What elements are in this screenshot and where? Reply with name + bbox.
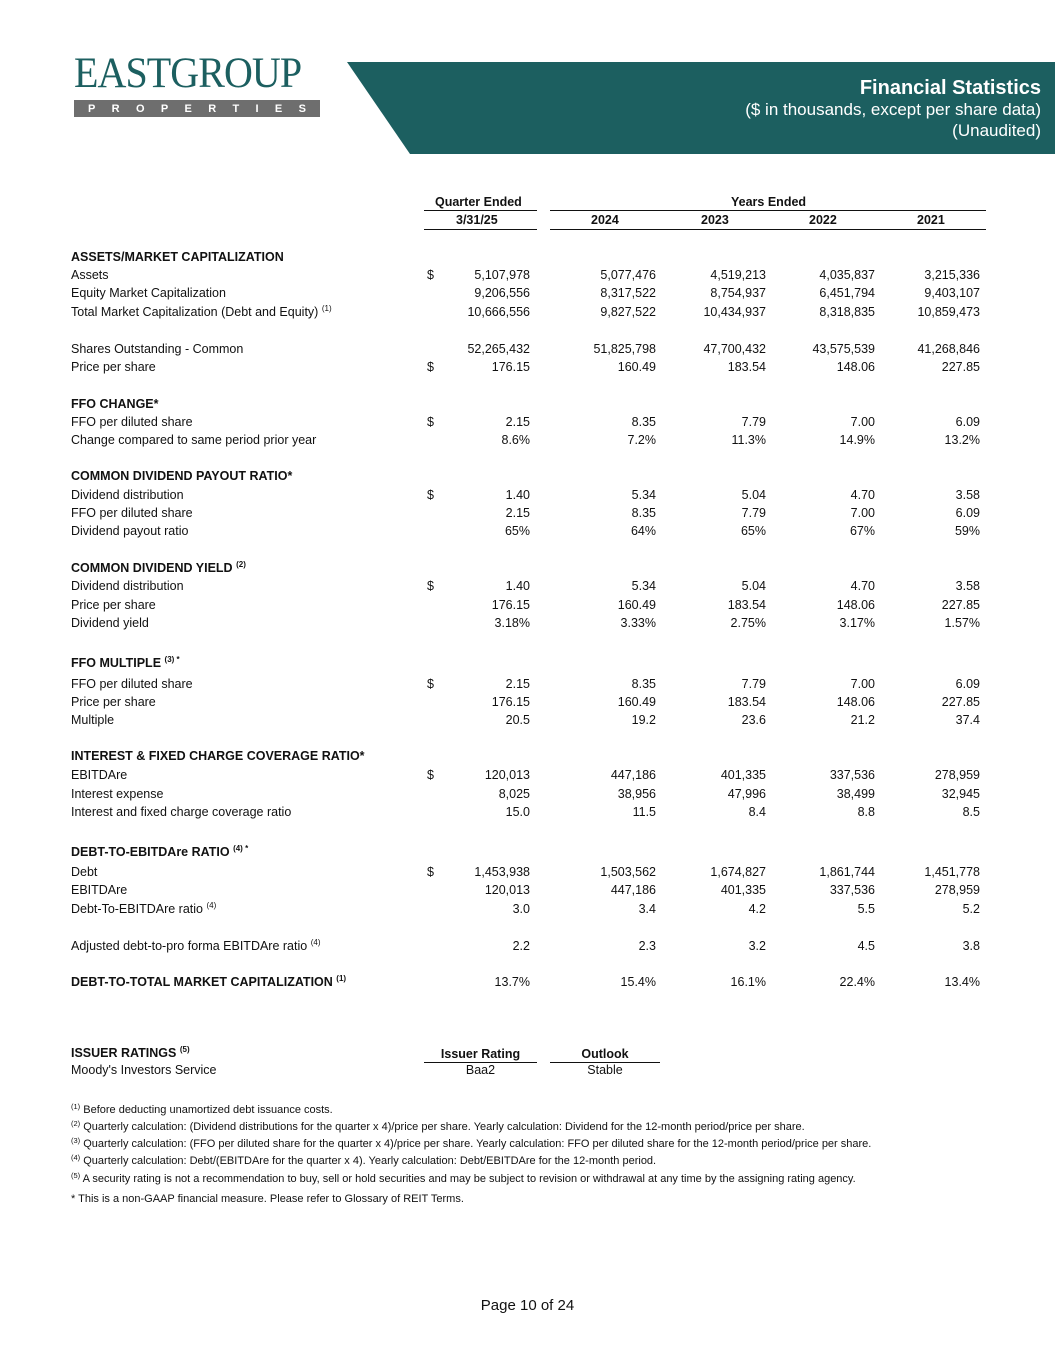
section-title: COMMON DIVIDEND PAYOUT RATIO* — [71, 469, 293, 483]
cell-value: 148.06 — [836, 598, 875, 612]
logo-letter: E — [274, 102, 283, 115]
cell-value: 1,453,938 — [474, 865, 530, 879]
cell-value: 1.40 — [505, 579, 530, 593]
cell-value: 52,265,432 — [467, 342, 530, 356]
cell-value: 8.8 — [857, 805, 875, 819]
cell-value: 1,861,744 — [819, 865, 875, 879]
cell-value: 7.00 — [850, 415, 875, 429]
cell-value: 41,268,846 — [917, 342, 980, 356]
footnote-marker: (4) * — [233, 844, 249, 853]
cell-value: 16.1% — [730, 975, 766, 989]
cell-value: 19.2 — [631, 713, 656, 727]
cell-value: 10,666,556 — [467, 305, 530, 319]
ratings-col-issuer-rating: Issuer Rating — [440, 1047, 521, 1061]
row-label — [71, 415, 193, 429]
row-label — [71, 713, 114, 727]
cell-value: 160.49 — [617, 695, 656, 709]
cell-value: 67% — [849, 524, 875, 538]
cell-value: 5.04 — [741, 579, 766, 593]
ratings-title-text: ISSUER RATINGS — [71, 1046, 177, 1060]
row-label-text: Price per share — [71, 360, 156, 374]
cell-value: 9,206,556 — [474, 286, 530, 300]
cell-value: 227.85 — [941, 598, 980, 612]
footnote-marker: (3) — [71, 1136, 81, 1145]
cell-value: 278,959 — [934, 768, 980, 782]
cell-value: 5.34 — [631, 579, 656, 593]
cell-value: 1,674,827 — [710, 865, 766, 879]
cell-value: 13.2% — [944, 433, 980, 447]
cell-value: 2.15 — [505, 677, 530, 691]
section-title: INTEREST & FIXED CHARGE COVERAGE RATIO* — [71, 749, 365, 763]
section-title-text: DEBT-TO-EBITDAre RATIO — [71, 845, 230, 859]
cell-value: 401,335 — [720, 883, 766, 897]
cell-value: 51,825,798 — [593, 342, 656, 356]
footnote-marker: (1) — [71, 1102, 81, 1111]
row-label — [71, 268, 109, 282]
row-label — [71, 695, 156, 709]
row-label — [71, 286, 226, 300]
logo-letter: R — [208, 102, 217, 115]
cell-value: 2.3 — [638, 939, 656, 953]
col-header-q1-2025: 3/31/25 — [456, 213, 498, 227]
footnote-marker: (2) — [71, 1119, 81, 1128]
cell-value: 22.4% — [839, 975, 875, 989]
logo-letter: P — [88, 102, 96, 115]
ratings-value: Baa2 — [465, 1063, 496, 1077]
section-title — [71, 656, 180, 670]
cell-value: 4,035,837 — [819, 268, 875, 282]
footnote — [71, 1121, 805, 1133]
cell-value: 148.06 — [836, 695, 875, 709]
cell-value: 11.5 — [632, 805, 656, 819]
ratings-outlook: Stable — [587, 1063, 623, 1077]
cell-value: 447,186 — [610, 883, 656, 897]
cell-value: 6,451,794 — [819, 286, 875, 300]
header-underline — [424, 229, 537, 230]
row-label — [71, 598, 156, 612]
row-label — [71, 902, 216, 916]
cell-value: 8,317,522 — [600, 286, 656, 300]
title-banner — [0, 62, 1055, 154]
row-label-text: Assets — [71, 268, 109, 282]
footnote-marker: (4) — [310, 938, 321, 947]
cell-value: 176.15 — [491, 598, 530, 612]
cell-value: 65% — [504, 524, 530, 538]
row-label-text: Interest expense — [71, 787, 164, 801]
cell-value: 47,996 — [727, 787, 766, 801]
cell-value: 4.5 — [857, 939, 875, 953]
cell-value: 38,956 — [617, 787, 656, 801]
cell-value: 4.2 — [748, 902, 766, 916]
cell-value: 21.2 — [850, 713, 875, 727]
row-label-text: DEBT-TO-TOTAL MARKET CAPITALIZATION — [71, 975, 333, 989]
row-label-text: Equity Market Capitalization — [71, 286, 226, 300]
currency-symbol: $ — [427, 677, 434, 691]
cell-value: 1.40 — [505, 488, 530, 502]
cell-value: 7.00 — [850, 506, 875, 520]
cell-value: 43,575,539 — [812, 342, 875, 356]
cell-value: 15.0 — [505, 805, 530, 819]
cell-value: 401,335 — [720, 768, 766, 782]
cell-value: 183.54 — [727, 598, 766, 612]
footnote-text: A security rating is not a recommendation to buy, sell or hold securities and may be subject to revision or withdrawal at any time by the assigning rating agency. — [82, 1173, 856, 1185]
row-label-text: Adjusted debt-to-pro forma EBITDAre ratio — [71, 939, 308, 953]
footnote — [71, 1173, 856, 1185]
cell-value: 120,013 — [484, 883, 530, 897]
cell-value: 59% — [954, 524, 980, 538]
cell-value: 8.5 — [962, 805, 980, 819]
cell-value: 4,519,213 — [710, 268, 766, 282]
footnote-text: Quarterly calculation: (FFO per diluted share for the quarter x 4)/price per share. Yearly calculation: FFO per diluted share for the 12-month period/price per share. — [83, 1138, 872, 1150]
cell-value: 176.15 — [491, 360, 530, 374]
cell-value: 3.18% — [494, 616, 530, 630]
row-label-text: Price per share — [71, 598, 156, 612]
logo-letter: S — [298, 102, 306, 115]
row-label — [71, 360, 156, 374]
row-label — [71, 579, 184, 593]
header-underline — [550, 210, 986, 211]
row-label — [71, 506, 193, 520]
logo-letter: T — [232, 102, 240, 115]
row-label — [71, 939, 320, 953]
cell-value: 337,536 — [829, 883, 875, 897]
ratings-title — [71, 1046, 190, 1060]
cell-value: 6.09 — [955, 677, 980, 691]
row-label-text: FFO per diluted share — [71, 415, 193, 429]
cell-value: 8.6% — [501, 433, 530, 447]
cell-value: 7.79 — [741, 506, 766, 520]
row-label-text: Shares Outstanding - Common — [71, 342, 244, 356]
row-label-text: Multiple — [71, 713, 115, 727]
currency-symbol: $ — [427, 579, 434, 593]
row-label — [71, 524, 188, 538]
cell-value: 7.79 — [741, 415, 766, 429]
cell-value: 10,434,937 — [703, 305, 766, 319]
cell-value: 6.09 — [955, 415, 980, 429]
row-label-text: FFO per diluted share — [71, 506, 193, 520]
cell-value: 37.4 — [955, 713, 980, 727]
cell-value: 3,215,336 — [924, 268, 980, 282]
cell-value: 227.85 — [941, 360, 980, 374]
cell-value: 9,827,522 — [600, 305, 656, 319]
row-label-text: Interest and fixed charge coverage ratio — [71, 805, 292, 819]
cell-value: 3.8 — [962, 939, 980, 953]
cell-value: 23.6 — [741, 713, 766, 727]
footnote — [71, 1193, 464, 1205]
cell-value: 47,700,432 — [703, 342, 766, 356]
row-label-text: Debt — [71, 865, 98, 879]
cell-value: 8.35 — [631, 506, 656, 520]
cell-value: 2.75% — [730, 616, 766, 630]
ratings-agency: Moody's Investors Service — [71, 1063, 217, 1077]
row-label-text: Change compared to same period prior year — [71, 433, 317, 447]
cell-value: 1,451,778 — [924, 865, 980, 879]
cell-value: 148.06 — [836, 360, 875, 374]
banner-title: Financial Statistics — [859, 77, 1041, 99]
col-header-2021: 2021 — [917, 213, 945, 227]
footnote-marker: (4) — [71, 1153, 81, 1162]
footnote-text: Quarterly calculation: Debt/(EBITDAre for the quarter x 4). Yearly calculation: Debt/EBITDAre for the 12-month period. — [83, 1155, 657, 1167]
cell-value: 38,499 — [836, 787, 875, 801]
logo-letter: E — [184, 102, 192, 115]
row-label-text: Dividend payout ratio — [71, 524, 189, 538]
cell-value: 64% — [630, 524, 656, 538]
cell-value: 337,536 — [829, 768, 875, 782]
row-label — [71, 805, 291, 819]
header-underline — [424, 210, 537, 211]
footnote-marker: (4) — [206, 901, 217, 910]
cell-value: 7.00 — [850, 677, 875, 691]
footnote — [71, 1104, 333, 1116]
cell-value: 14.9% — [839, 433, 875, 447]
footnote-marker: (3) * — [164, 655, 180, 664]
currency-symbol: $ — [427, 488, 434, 502]
cell-value: 278,959 — [934, 883, 980, 897]
cell-value: 3.58 — [955, 488, 980, 502]
cell-value: 13.7% — [494, 975, 530, 989]
cell-value: 6.09 — [955, 506, 980, 520]
cell-value: 183.54 — [727, 695, 766, 709]
cell-value: 8.35 — [631, 677, 656, 691]
cell-value: 5,107,978 — [474, 268, 530, 282]
cell-value: 7.79 — [741, 677, 766, 691]
cell-value: 3.58 — [955, 579, 980, 593]
footnote — [71, 1155, 656, 1167]
cell-value: 8.4 — [748, 805, 766, 819]
currency-symbol: $ — [427, 415, 434, 429]
cell-value: 160.49 — [617, 598, 656, 612]
cell-value: 8,754,937 — [710, 286, 766, 300]
section-title — [71, 845, 248, 859]
cell-value: 176.15 — [491, 695, 530, 709]
row-label — [71, 768, 127, 782]
row-label — [71, 616, 149, 630]
row-label-text: Dividend distribution — [71, 579, 184, 593]
cell-value: 32,945 — [941, 787, 980, 801]
footnote-marker: (2) — [236, 560, 246, 569]
row-label-text: FFO per diluted share — [71, 677, 193, 691]
logo-letter: I — [255, 102, 259, 115]
cell-value: 65% — [740, 524, 766, 538]
cell-value: 2.15 — [505, 415, 530, 429]
cell-value: 183.54 — [727, 360, 766, 374]
banner-note: (Unaudited) — [952, 121, 1041, 140]
footnote-text: Quarterly calculation: (Dividend distributions for the quarter x 4)/price per share. Yearly calculation: Dividend for the 12-month period/price per share. — [83, 1121, 805, 1133]
row-label — [71, 305, 332, 319]
cell-value: 7.2% — [627, 433, 656, 447]
cell-value: 8,318,835 — [819, 305, 875, 319]
cell-value: 20.5 — [505, 713, 530, 727]
logo-letter: R — [111, 102, 120, 115]
cell-value: 3.2 — [748, 939, 766, 953]
row-label-text: EBITDAre — [71, 883, 128, 897]
cell-value: 8.35 — [631, 415, 656, 429]
cell-value: 15.4% — [620, 975, 656, 989]
cell-value: 3.4 — [638, 902, 656, 916]
footnote-text: Before deducting unamortized debt issuance costs. — [83, 1104, 333, 1116]
row-label — [71, 865, 97, 879]
cell-value: 11.3% — [731, 433, 766, 447]
cell-value: 5.04 — [741, 488, 766, 502]
cell-value: 160.49 — [617, 360, 656, 374]
col-header-2024: 2024 — [591, 213, 619, 227]
cell-value: 1,503,562 — [600, 865, 656, 879]
logo-letter: P — [160, 102, 169, 115]
cell-value: 5,077,476 — [600, 268, 656, 282]
cell-value: 9,403,107 — [924, 286, 980, 300]
row-label-text: Total Market Capitalization (Debt and Equity) — [71, 305, 319, 319]
section-title-text: FFO MULTIPLE — [71, 656, 162, 670]
row-label — [71, 433, 316, 447]
header-years-ended: Years Ended — [731, 195, 807, 209]
logo-letter: O — [135, 102, 145, 115]
cell-value: 3.17% — [839, 616, 875, 630]
footnote-marker: (1) — [336, 974, 347, 983]
row-label-text: Debt-To-EBITDAre ratio — [71, 902, 203, 916]
row-label — [71, 883, 127, 897]
section-title — [71, 561, 246, 575]
cell-value: 5.2 — [962, 902, 980, 916]
cell-value: 2.15 — [505, 506, 530, 520]
row-label-text: Dividend yield — [71, 616, 149, 630]
cell-value: 4.70 — [850, 488, 875, 502]
cell-value: 3.33% — [620, 616, 656, 630]
footnote — [71, 1138, 871, 1150]
cell-value: 10,859,473 — [917, 305, 980, 319]
header-quarter-ended: Quarter Ended — [435, 195, 522, 209]
cell-value: 227.85 — [941, 695, 980, 709]
footnote-marker: (5) — [179, 1045, 190, 1054]
row-label — [71, 787, 163, 801]
banner-subtitle: ($ in thousands, except per share data) — [745, 100, 1041, 119]
cell-value: 447,186 — [610, 768, 656, 782]
row-label-text: Price per share — [71, 695, 156, 709]
row-label-text: Dividend distribution — [71, 488, 184, 502]
row-label — [71, 677, 193, 691]
cell-value: 8,025 — [498, 787, 530, 801]
currency-symbol: $ — [427, 865, 434, 879]
row-label — [71, 975, 346, 989]
section-title-text: COMMON DIVIDEND YIELD — [71, 561, 233, 575]
ratings-col-outlook: Outlook — [581, 1047, 629, 1061]
section-title: FFO CHANGE* — [71, 397, 159, 411]
cell-value: 2.2 — [512, 939, 530, 953]
cell-value: 4.70 — [850, 579, 875, 593]
section-title: ASSETS/MARKET CAPITALIZATION — [71, 250, 284, 264]
cell-value: 120,013 — [484, 768, 530, 782]
col-header-2023: 2023 — [701, 213, 729, 227]
cell-value: 13.4% — [944, 975, 980, 989]
logo-wordmark: EASTGROUP — [74, 50, 302, 97]
cell-value: 5.5 — [857, 902, 875, 916]
row-label — [71, 342, 243, 356]
col-header-2022: 2022 — [809, 213, 837, 227]
footnote-text: * This is a non-GAAP financial measure. Please refer to Glossary of REIT Terms. — [71, 1193, 464, 1205]
row-label-text: EBITDAre — [71, 768, 128, 782]
row-label — [71, 488, 184, 502]
footnote-marker: (5) — [71, 1171, 81, 1180]
currency-symbol: $ — [427, 360, 434, 374]
footnote-marker: (1) — [321, 304, 332, 313]
currency-symbol: $ — [427, 768, 434, 782]
cell-value: 5.34 — [631, 488, 656, 502]
header-underline — [550, 229, 986, 230]
cell-value: 1.57% — [944, 616, 980, 630]
currency-symbol: $ — [427, 268, 434, 282]
page-number: Page 10 of 24 — [480, 1297, 575, 1314]
cell-value: 3.0 — [512, 902, 530, 916]
